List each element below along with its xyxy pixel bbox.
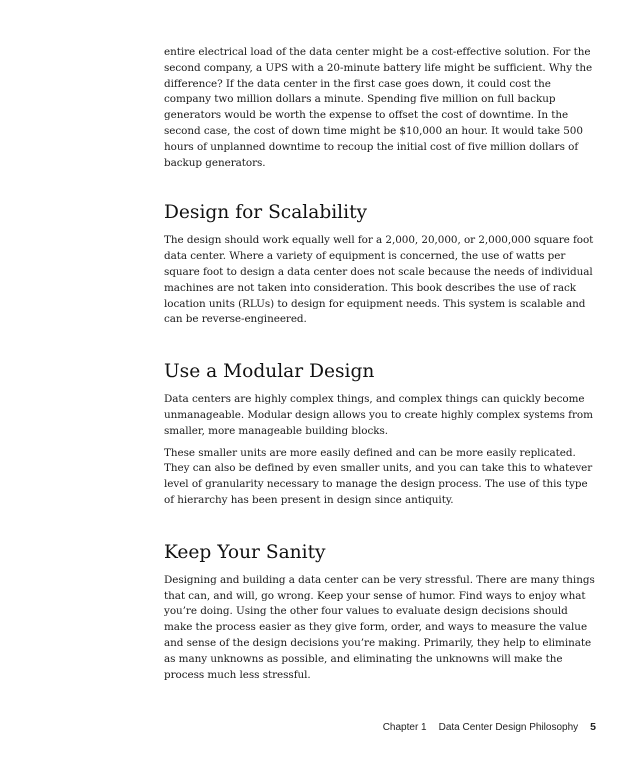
page-footer xyxy=(0,721,596,733)
heading-design-for-scalability: Design for Scalability xyxy=(164,202,368,224)
heading-keep-your-sanity: Keep Your Sanity xyxy=(164,541,326,563)
modular-paragraph-1: Data centers are highly complex things, and complex things can quickly become unmanageable. Modular design allows you to create highly complex systems from smaller, more manageable building blocks. xyxy=(164,393,593,437)
footer-chapter: Chapter 1 xyxy=(382,722,427,733)
page-number: 5 xyxy=(590,721,596,733)
sanity-paragraph: Designing and building a data center can be very stressful. There are many things that can, and will, go wrong. Keep your sense of humor. Find ways to enjoy what you’re doing. Using the other four values to evaluate design decisions should make the process easier as they give form, order, and ways to measure the value and sense of the design decisions you’re making. Primarily, they help to eliminate as many unknowns as possible, and eliminating the unknowns will make the process much less stressful. xyxy=(164,573,595,681)
modular-paragraph-2: These smaller units are more easily defined and can be more easily replicated. They can also be defined by even smaller units, and you can take this to whatever level of granularity necessary to manage the design process. The use of this type of hierarchy has been present in design since antiquity. xyxy=(164,446,593,506)
intro-paragraph: entire electrical load of the data center might be a cost-effective solution. For the second company, a UPS with a 20-minute battery life might be sufficient. Why the difference? If the data center in the first case goes down, it could cost the company two million dollars a minute. Spending five million on full backup generators would be worth the expense to offset the cost of downtime. In the second case, the cost of down time might be $10,000 an hour. It would take 500 hours of unplanned downtime to recoup the initial cost of five million dollars of backup generators. xyxy=(164,46,593,169)
heading-use-a-modular-design: Use a Modular Design xyxy=(164,361,375,383)
footer-chapter-title: Data Center Design Philosophy xyxy=(438,722,579,733)
page-content xyxy=(164,45,596,683)
scalability-paragraph: The design should work equally well for a 2,000, 20,000, or 2,000,000 square foot data center. Where a variety of equipment is concerned, the use of watts per square foot to design a data center does not scale because the needs of individual machines are not taken into consideration. This book describes the use of rack location units (RLUs) to design for equipment needs. This system is scalable and can be reverse-engineered. xyxy=(164,234,594,326)
